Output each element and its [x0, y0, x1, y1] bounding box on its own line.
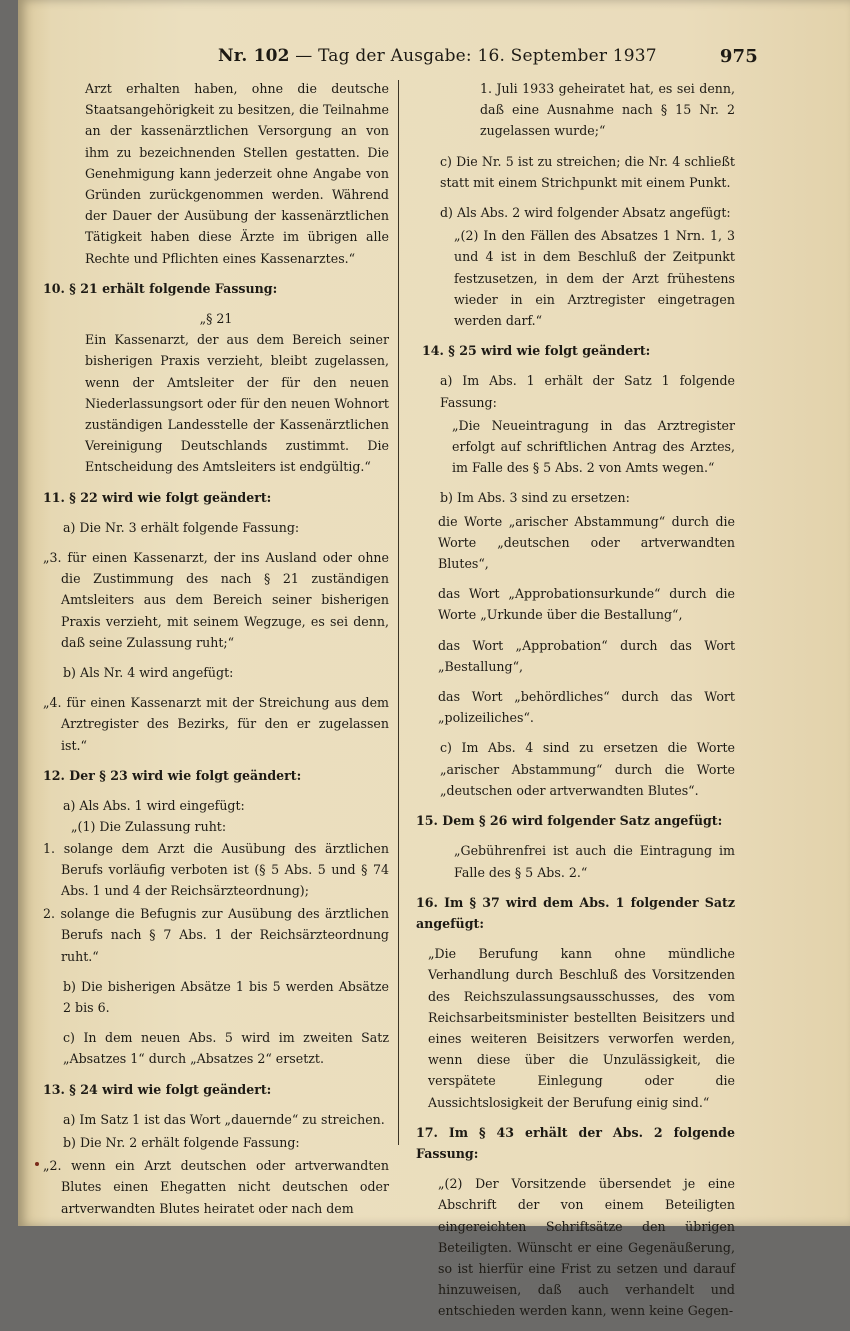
- quoted-text: „4. für einen Kassenarzt mit der Streichung aus dem Arztregister des Bezirks, für den er zugelassen ist.“: [43, 695, 389, 753]
- section-17: 17. Im § 43 erhält der Abs. 2 folgende Fassung:: [416, 1124, 735, 1161]
- column-divider: [398, 80, 399, 1145]
- ink-spot: [35, 1162, 39, 1166]
- quoted-text: „Die Berufung kann ohne mündliche Verhandlung durch Beschluß des Vorsitzenden des Reichszulassungsausschusses, des vom Reichsarbeitsminister bestellten Beisitzers und eines weiteren Beisitzers verworfen werden, wenn diese über die Unzulässigkeit, die verspätete Einlegung oder die Aussichtslosigkeit der Berufung einig sind.“: [428, 946, 735, 1110]
- sub-item: b) Im Abs. 3 sind zu ersetzen:: [440, 490, 630, 506]
- sub-item: c) In dem neuen Abs. 5 wird im zweiten Satz „Absatzes 1“ durch „Absatzes 2“ ersetzt.: [63, 1030, 389, 1067]
- issue-date: — Tag der Ausgabe: 16. September 1937: [295, 46, 657, 66]
- issue-number: Nr. 102: [218, 46, 290, 66]
- quoted-text: „Gebührenfrei ist auch die Eintragung im Falle des § 5 Abs. 2.“: [454, 843, 735, 880]
- section-11: 11. § 22 wird wie folgt geändert:: [43, 489, 272, 505]
- section-12: 12. Der § 23 wird wie folgt geändert:: [43, 767, 302, 783]
- replacement: das Wort „Approbation“ durch das Wort „Bestallung“,: [438, 637, 735, 674]
- section-15: 15. Dem § 26 wird folgender Satz angefügt:: [416, 813, 723, 829]
- running-header: [218, 46, 758, 76]
- quoted-text: 1. Juli 1933 geheiratet hat, es sei denn, daß eine Ausnahme nach § 15 Nr. 2 zugelassen wurde;“: [480, 81, 735, 139]
- paragraph: Arzt erhalten haben, ohne die deutsche Staatsangehörigkeit zu besitzen, die Teilnahme an der kassenärztlichen Versorgung an von ihm zu bezeichnenden Stellen gestatten. Die Genehmigung kann jederzeit ohne Angabe von Gründen zurückgenommen werden. Während der Dauer der Ausübung der kassenärztlichen Tätigkeit haben diese Ärzte im übrigen alle Rechte und Pflichten eines Kassenarztes.“: [85, 81, 389, 266]
- section-10: 10. § 21 erhält folgende Fassung:: [43, 280, 278, 296]
- sub-item: a) Die Nr. 3 erhält folgende Fassung:: [63, 519, 300, 535]
- right-column: [402, 78, 735, 1331]
- paragraph: Ein Kassenarzt, der aus dem Bereich seiner bisherigen Praxis verzieht, bleibt zugelassen, wenn der Amtsleiter der für den neuen Niederlassungsort oder für den neuen Wohnort zuständigen Landesstelle der Kassenärztlichen Vereinigung Deutschlands zustimmt. Die Entscheidung des Amtsleiters ist endgültig.“: [85, 332, 389, 475]
- quoted-text: „(2) Der Vorsitzende übersendet je eine Abschrift der von einem Beteiligten eingereichten Schriftsätze den übrigen Beteiligten. Wünscht er eine Gegenäußerung, so ist hierfür eine Frist zu setzen und darauf hinzuweisen, daß auch verhandelt und entschieden werden kann, wenn keine Gegen-: [438, 1176, 735, 1319]
- sub-item: a) Im Abs. 1 erhält der Satz 1 folgende Fassung:: [440, 373, 735, 410]
- sub-item: a) Im Satz 1 ist das Wort „dauernde“ zu streichen.: [63, 1111, 385, 1127]
- left-column: [43, 78, 389, 1228]
- sub-item: b) Die Nr. 2 erhält folgende Fassung:: [63, 1134, 300, 1150]
- page-number: 975: [719, 46, 758, 67]
- sub-item: a) Als Abs. 1 wird eingefügt:: [63, 798, 245, 814]
- list-item: 1. solange dem Arzt die Ausübung des ärztlichen Berufs vorläufig verboten ist (§ 5 Abs. 5 und § 74 Abs. 1 und 4 der Reichsärzteordnung);: [43, 840, 389, 898]
- quoted-text: „Die Neueintragung in das Arztregister erfolgt auf schriftlichen Antrag des Arztes, im Falle des § 5 Abs. 2 von Amts wegen.“: [452, 417, 735, 476]
- sub-item: c) Im Abs. 4 sind zu ersetzen die Worte „arischer Abstammung“ durch die Worte „deutschen oder artverwandten Blutes“.: [440, 740, 735, 798]
- list-item: 2. solange die Befugnis zur Ausübung des ärztlichen Berufs nach § 7 Abs. 1 der Reichsärzteordnung ruht.“: [43, 906, 389, 964]
- replacement: das Wort „behördliches“ durch das Wort „polizeiliches“.: [438, 689, 735, 726]
- replacement: die Worte „arischer Abstammung“ durch die Worte „deutschen oder artverwandten Blutes“,: [438, 513, 735, 572]
- replacement: das Wort „Approbationsurkunde“ durch die Worte „Urkunde über die Bestallung“,: [438, 586, 735, 623]
- sub-item: b) Die bisherigen Absätze 1 bis 5 werden Absätze 2 bis 6.: [63, 978, 389, 1015]
- quoted-text: „(2) In den Fällen des Absatzes 1 Nrn. 1, 3 und 4 ist in dem Beschluß der Zeitpunkt festzusetzen, in dem der Arzt frühestens wieder in ein Arztregister eingetragen werden darf.“: [454, 228, 735, 329]
- quoted-text: „(1) Die Zulassung ruht:: [71, 819, 227, 835]
- sub-item: c) Die Nr. 5 ist zu streichen; die Nr. 4 schließt statt mit einem Strichpunkt mit einem Punkt.: [440, 153, 735, 190]
- sub-item: d) Als Abs. 2 wird folgender Absatz angefügt:: [440, 205, 731, 221]
- section-16: 16. Im § 37 wird dem Abs. 1 folgender Satz angefügt:: [416, 894, 735, 931]
- quoted-text: „2. wenn ein Arzt deutschen oder artverwandten Blutes einen Ehegatten nicht deutschen oder artverwandten Blutes heiratet oder nach dem: [43, 1158, 389, 1216]
- quoted-text: „3. für einen Kassenarzt, der ins Ausland oder ohne die Zustimmung des nach § 21 zuständigen Amtsleiters aus dem Bereich seiner bisherigen Praxis verzieht, mit seinem Wegzuge, es sei denn, daß seine Zulassung ruht;“: [43, 550, 389, 650]
- section-14: 14. § 25 wird wie folgt geändert:: [422, 343, 651, 359]
- section-heading: „§ 21: [199, 311, 233, 327]
- sub-item: b) Als Nr. 4 wird angefügt:: [63, 665, 234, 681]
- section-13: 13. § 24 wird wie folgt geändert:: [43, 1081, 272, 1097]
